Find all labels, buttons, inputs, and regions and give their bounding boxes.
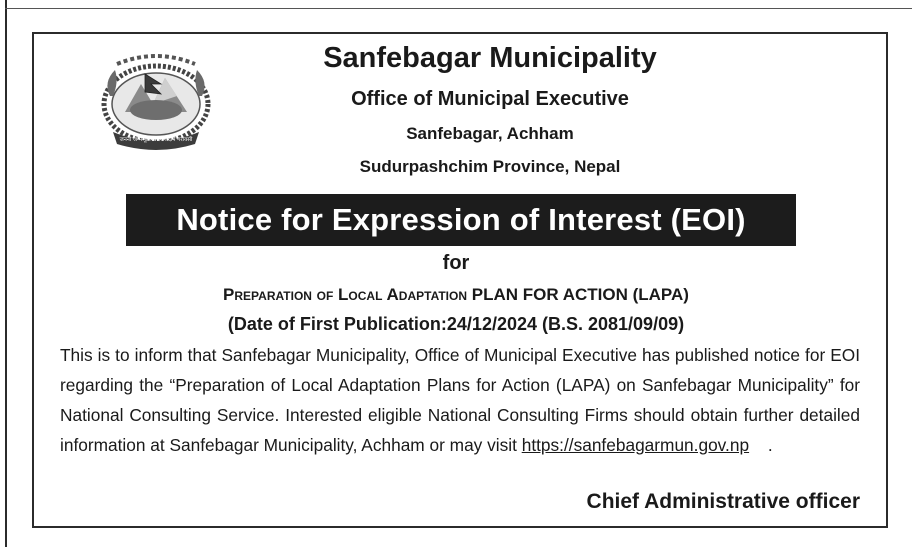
for-label: for bbox=[442, 252, 470, 274]
banner-title: Notice for Expression of Interest (EOI) bbox=[176, 202, 746, 237]
signature: Chief Administrative officer bbox=[586, 490, 860, 513]
body-end: . bbox=[767, 435, 773, 455]
publication-date: (Date of First Publication:24/12/2024 (B.S. 2081/09/09) bbox=[227, 314, 685, 334]
subject-rest: PLAN FOR ACTION (LAPA) bbox=[471, 285, 689, 304]
notice-body bbox=[60, 340, 860, 460]
nepal-coat-of-arms-icon bbox=[95, 52, 217, 150]
organization-name: Sanfebagar Municipality bbox=[323, 42, 657, 74]
province-line: Sudurpashchim Province, Nepal bbox=[359, 157, 621, 176]
body-paragraph: This is to inform that Sanfebagar Municipality, Office of Municipal Executive has published notice for EOI regarding the “Preparation of Local Adaptation Plans for Action (LAPA) on Sanfebagar Municipality” for National Consulting Service. Interested eligible National Consulting Firms should obtain further detailed information at Sanfebagar Municipality, Achham or may visit bbox=[60, 345, 860, 455]
notice-banner bbox=[126, 194, 796, 246]
subject-smallcaps: Preparation of Local Adaptation bbox=[223, 285, 468, 304]
emblem-motto: जननी जन्मभूमिश्च स्वर्गादपि गरीयसी bbox=[119, 137, 193, 143]
page-top-rule bbox=[5, 8, 912, 9]
address-line: Sanfebagar, Achham bbox=[406, 124, 574, 143]
website-link[interactable]: https://sanfebagarmun.gov.np bbox=[521, 435, 750, 455]
office-name: Office of Municipal Executive bbox=[351, 88, 629, 110]
subject-line bbox=[0, 285, 912, 305]
